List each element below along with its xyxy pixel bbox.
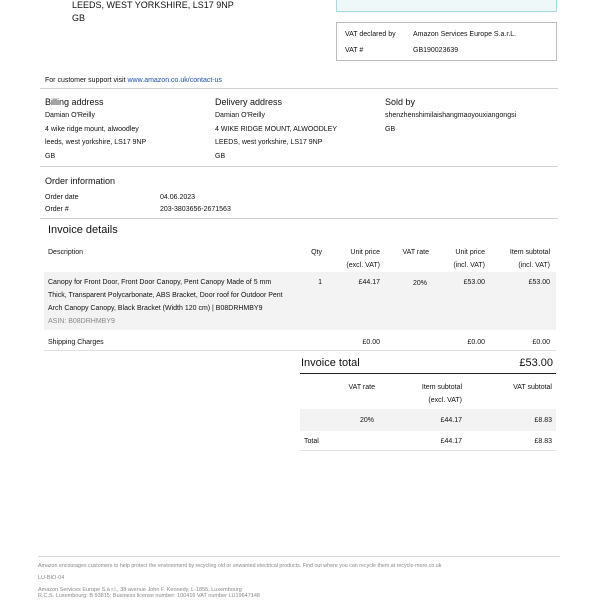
col-unit-excl-2: (excl. VAT) <box>346 262 380 269</box>
item-qty: 1 <box>318 279 322 286</box>
shipping-unit-incl: £0.00 <box>467 339 485 346</box>
billing-line2: leeds, west yorkshire, LS17 9NP <box>45 139 147 146</box>
vat-col-item-1: Item subtotal <box>421 384 462 391</box>
col-unit-excl-1: Unit price <box>350 249 380 256</box>
vat-total-label: Total <box>304 438 319 445</box>
order-info-heading: Order information <box>45 176 116 186</box>
item-asin: ASIN: B08DRHMBY9 <box>48 318 115 325</box>
divider <box>300 450 556 451</box>
shipping-unit-excl: £0.00 <box>362 339 380 346</box>
order-date-value: 04.06.2023 <box>160 194 196 201</box>
divider <box>40 166 558 167</box>
support-prefix: For customer support visit <box>45 77 128 84</box>
delivery-line1: 4 WIKE RIDGE MOUNT, ALWOODLEY <box>215 126 338 133</box>
vat-number-value: GB190023639 <box>413 47 459 54</box>
item-desc-line2: Thick, Transparent Polycarbonate, ABS Bracket, Door roof for Outdoor Pent <box>48 292 283 299</box>
delivery-heading: Delivery address <box>215 97 283 107</box>
highlight-box <box>336 0 557 12</box>
billing-name: Damian O'Reilly <box>45 112 95 119</box>
shipping-subtotal: £0.00 <box>532 339 550 346</box>
item-desc-line3: Arch Canopy Canopy, Black Bracket (Width 120 cm) | B08DRHMBY9 <box>48 305 263 312</box>
col-unit-incl-2: (incl. VAT) <box>453 262 485 269</box>
sold-by-name: shenzhenshimilaishangmaoyouxiangongsi <box>385 112 517 119</box>
divider <box>40 218 558 219</box>
vat-declared-label: VAT declared by <box>345 31 396 38</box>
vat-row-rate: 20% <box>359 417 374 424</box>
billing-country: GB <box>45 153 56 160</box>
seller-address-line1: LEEDS, WEST YORKSHIRE, LS17 9NP <box>72 0 234 10</box>
vat-row-item: £44.17 <box>440 417 462 424</box>
divider <box>40 88 558 89</box>
col-subtotal-1: Item subtotal <box>509 249 550 256</box>
billing-line1: 4 wike ridge mount, alwoodley <box>45 126 139 133</box>
footer-address-line2: R.C.S. Luxembourg: B 93815; Business license number: 100416 VAT number LU19647148 <box>38 593 260 599</box>
total-underline <box>300 373 556 374</box>
billing-heading: Billing address <box>45 97 104 107</box>
vat-total-item: £44.17 <box>440 438 462 445</box>
order-date-label: Order date <box>45 194 79 201</box>
col-vat-rate: VAT rate <box>402 249 429 256</box>
order-number-value: 203-3803656-2671563 <box>160 206 231 213</box>
vat-number-label: VAT # <box>345 47 364 54</box>
vat-total-vat: £8.83 <box>534 438 552 445</box>
delivery-line2: LEEDS, west yorkshire, LS17 9NP <box>215 139 323 146</box>
vat-row-vat: £8.83 <box>534 417 552 424</box>
seller-address-country: GB <box>72 13 86 23</box>
order-number-label: Order # <box>45 206 69 213</box>
divider <box>44 350 556 351</box>
col-subtotal-2: (incl. VAT) <box>518 262 550 269</box>
item-unit-incl: £53.00 <box>463 279 485 286</box>
sold-by-heading: Sold by <box>385 97 416 107</box>
footer-divider <box>38 556 560 557</box>
vat-declared-value: Amazon Services Europe S.a.r.L. <box>413 31 517 38</box>
support-line <box>45 76 222 85</box>
item-subtotal: £53.00 <box>528 279 550 286</box>
item-unit-excl: £44.17 <box>358 279 380 286</box>
vat-col-item-2: (excl. VAT) <box>428 397 462 404</box>
support-link[interactable]: www.amazon.co.uk/contact-us <box>127 77 223 84</box>
col-unit-incl-1: Unit price <box>455 249 485 256</box>
invoice-total-label: Invoice total <box>301 357 360 369</box>
footer-environment-note: Amazon encourages customers to help protect the environment by recycling old or unwanted electrical products. Find out where you can recycle them at recycle-more.co.uk <box>38 563 442 569</box>
item-vat-rate: 20% <box>412 280 427 287</box>
delivery-country: GB <box>215 153 226 160</box>
item-desc-line1: Canopy for Front Door, Front Door Canopy, Pent Canopy Made of 5 mm <box>48 279 272 286</box>
col-description: Description <box>48 249 84 256</box>
vat-declared-box <box>336 22 557 61</box>
footer-code: LU-BIO-04 <box>38 575 65 581</box>
footer-address-line1: Amazon Services Europe S.à r.l., 38 avenue John F. Kennedy, L-1855, Luxembourg <box>38 587 242 593</box>
delivery-name: Damian O'Reilly <box>215 112 265 119</box>
shipping-label: Shipping Charges <box>48 339 104 346</box>
invoice-total-value: £53.00 <box>519 357 553 369</box>
vat-col-vat: VAT subtotal <box>513 384 552 391</box>
sold-by-country: GB <box>385 126 396 133</box>
invoice-heading: Invoice details <box>48 224 118 236</box>
vat-col-rate: VAT rate <box>348 384 375 391</box>
col-qty: Qty <box>311 249 322 256</box>
